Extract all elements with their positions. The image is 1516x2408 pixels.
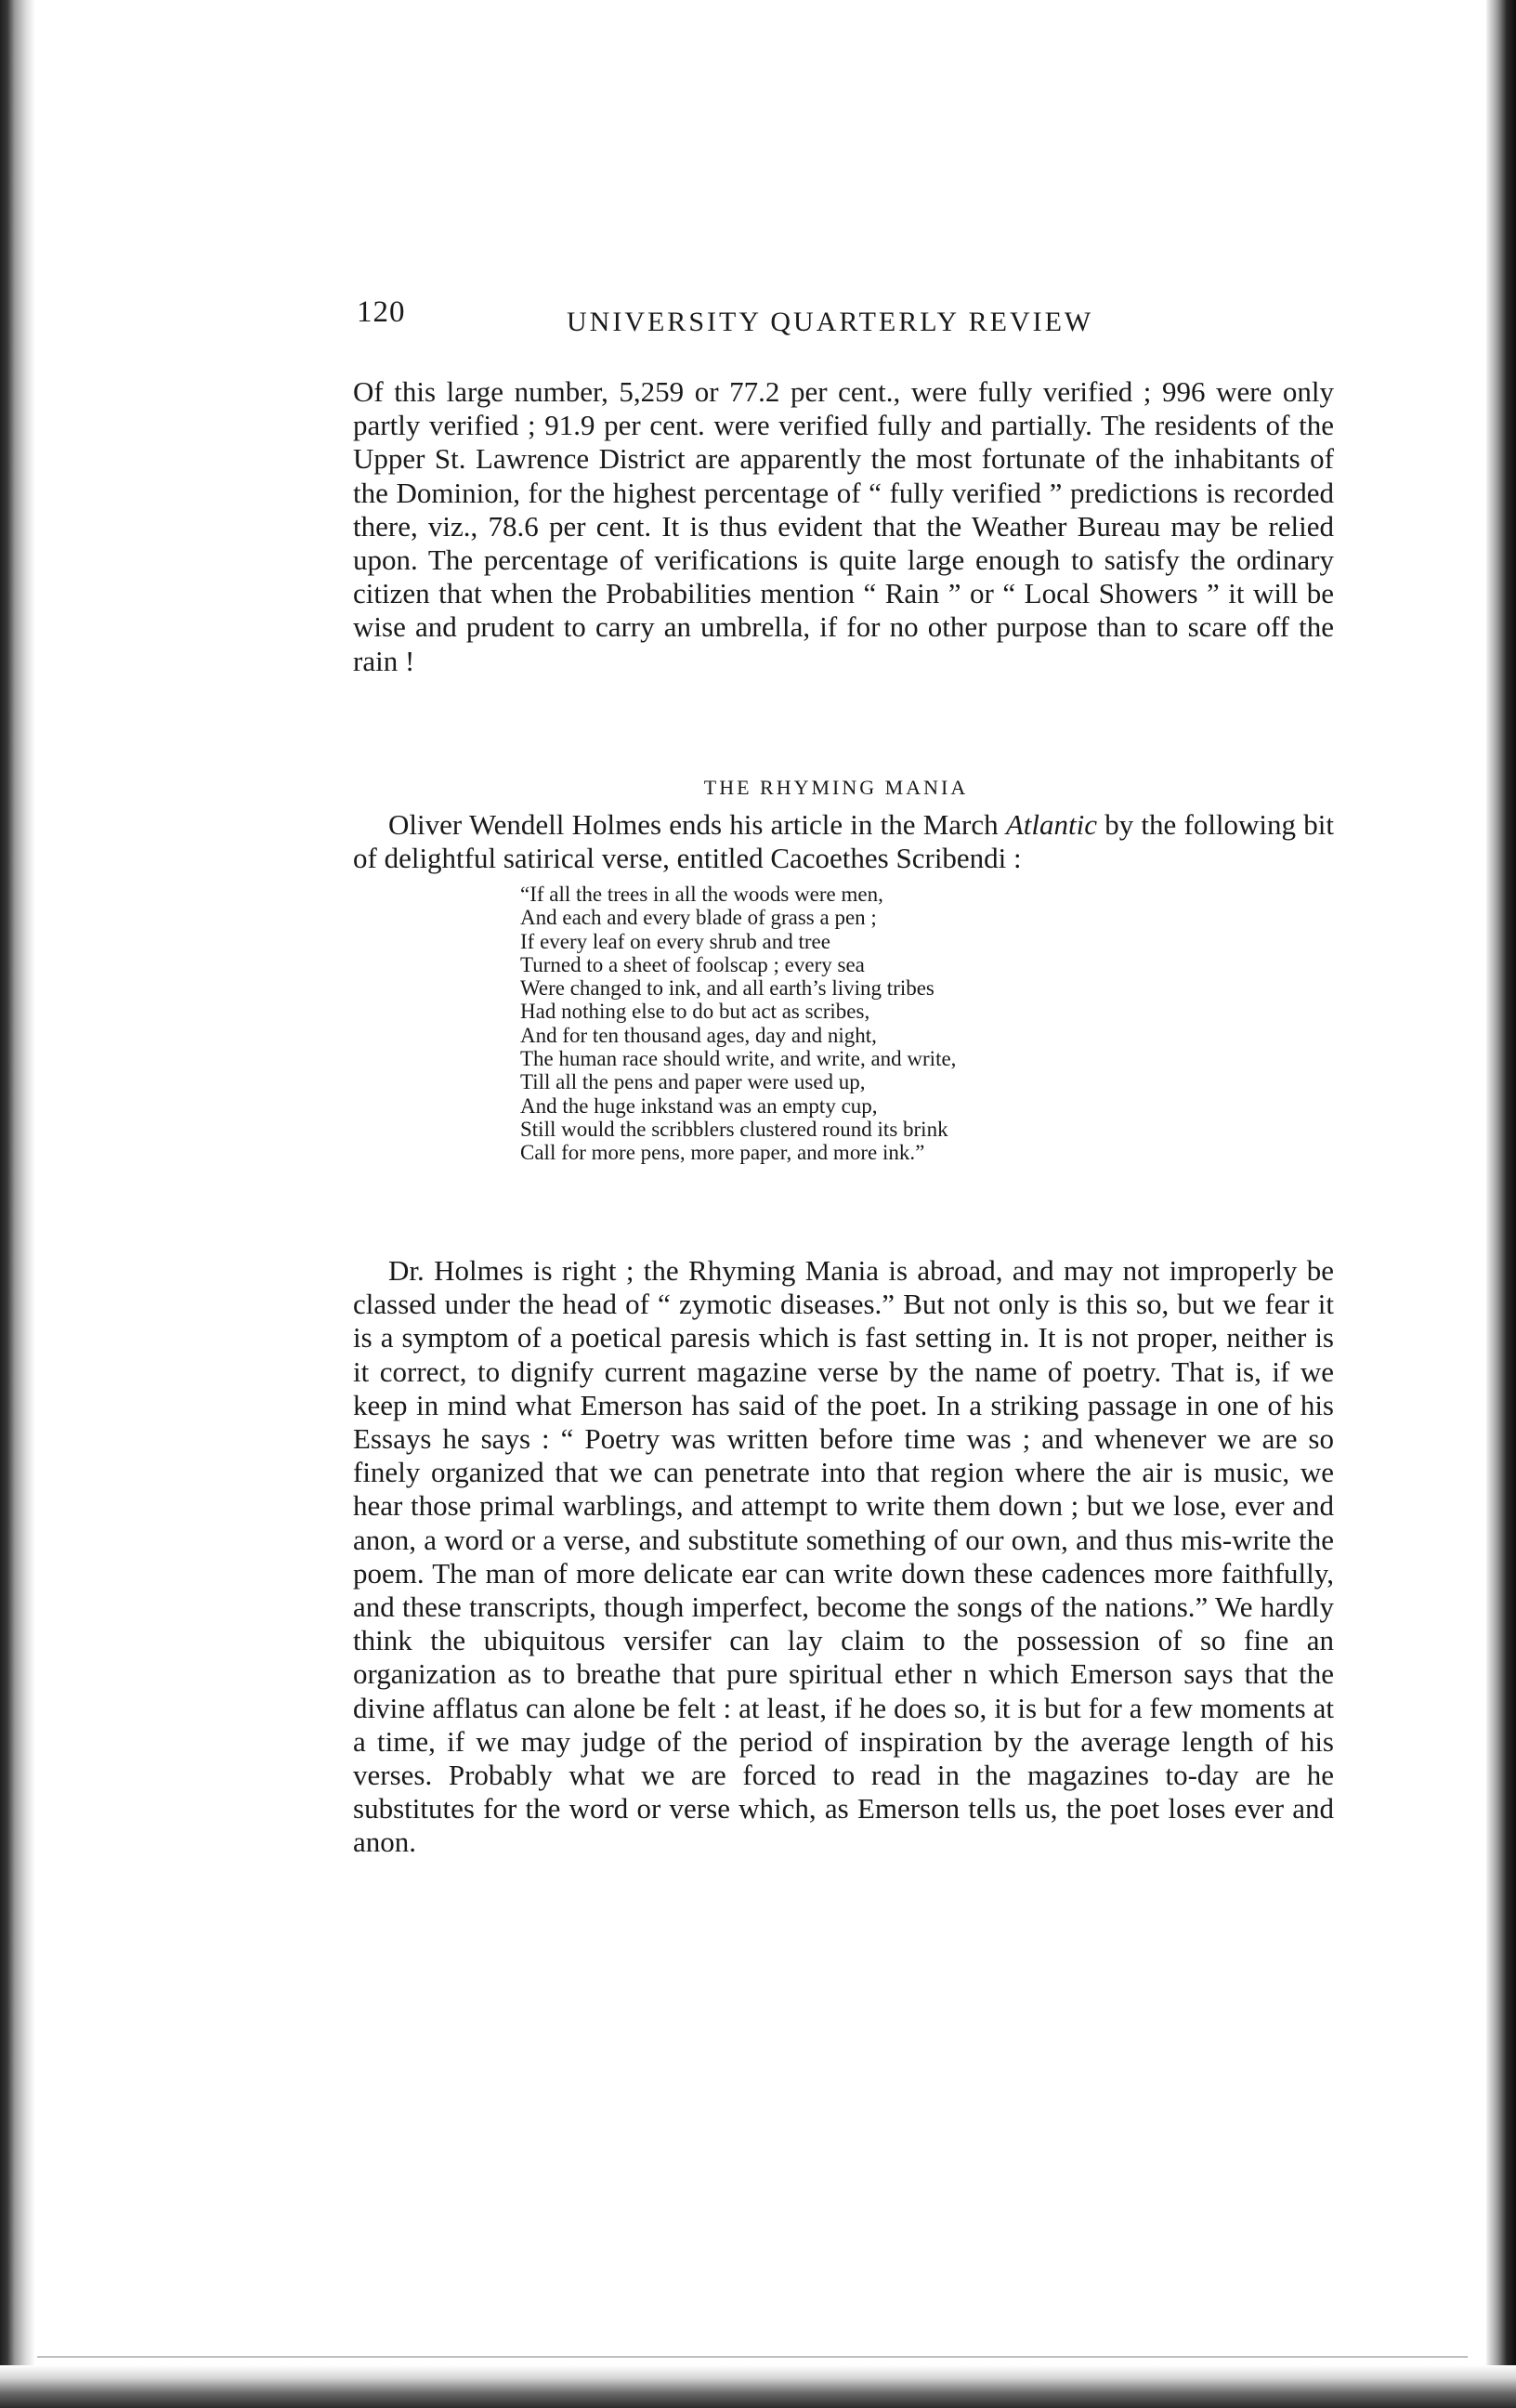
scan-artifact-line bbox=[37, 2356, 1468, 2358]
scan-edge-right bbox=[1486, 0, 1516, 2408]
poem-line: Had nothing else to do but act as scribes, bbox=[520, 1000, 870, 1024]
poem-line: Till all the pens and paper were used up, bbox=[520, 1070, 866, 1094]
poem-line: And for ten thousand ages, day and night, bbox=[520, 1023, 877, 1047]
running-title: UNIVERSITY QUARTERLY REVIEW bbox=[567, 307, 1094, 337]
magazine-title: Atlantic bbox=[1005, 808, 1097, 841]
poem-line: And the huge inkstand was an empty cup, bbox=[520, 1093, 878, 1118]
poem-line: “If all the trees in all the woods were men, bbox=[520, 883, 883, 906]
poem-line: Were changed to ink, and all earth’s living tribes bbox=[520, 976, 934, 1001]
scan-edge-bottom bbox=[0, 2365, 1516, 2408]
section-heading: THE RHYMING MANIA bbox=[703, 776, 969, 799]
poem-line: And each and every blade of grass a pen ; bbox=[520, 906, 877, 930]
intro-text-before: Oliver Wendell Holmes ends his article in the March bbox=[388, 808, 1006, 841]
poem-line: If every leaf on every shrub and tree bbox=[520, 929, 830, 953]
paragraph-holmes-intro bbox=[353, 808, 1334, 875]
poem-cacoethes-scribendi bbox=[520, 883, 1189, 1165]
poem-line: Turned to a sheet of foolscap ; every sea bbox=[520, 952, 865, 976]
poem-line: The human race should write, and write, and write, bbox=[520, 1047, 957, 1071]
poem-line: Call for more pens, more paper, and more ink.” bbox=[520, 1141, 925, 1165]
page-number: 120 bbox=[357, 295, 406, 329]
scan-edge-left bbox=[0, 0, 35, 2408]
page-header bbox=[357, 295, 1291, 351]
paragraph-weather-verification: Of this large number, 5,259 or 77.2 per cent., were fully verified ; 996 were only partly verified ; 91.9 per cent. were verified fully and partially. The residents of the Upper St. Lawrence District are apparently the most fortunate of the inhabitants of the Dominion, for the highest percentage of “ fully verified ” predictions is recorded there, viz., 78.6 per cent. It is thus evident that the Weather Bureau may be relied upon. The percentage of verifications is quite large enough to satisfy the ordinary citizen that when the Probabilities mention “ Rain ” or “ Local Showers ” it will be wise and prudent to carry an umbrella, if for no other purpose than to scare off the rain ! bbox=[353, 375, 1334, 677]
paragraph-rhyming-mania: Dr. Holmes is right ; the Rhyming Mania is abroad, and may not improperly be classed under the head of “ zymotic diseases.” But not only is this so, but we fear it is a symptom of a poetical paresis which is fast setting in. It is not proper, neither is it correct, to dignify current magazine verse by the name of poetry. That is, if we keep in mind what Emerson has said of the poet. In a striking passage in one of his Essays he says : “ Poetry was written before time was ; and whenever we are so finely organized that we can penetrate into that region where the air is music, we hear those primal warblings, and attempt to write them down ; but we lose, ever and anon, a word or a verse, and substitute something of our own, and thus mis-write the poem. The man of more delicate ear can write down these cadences more faithfully, and these transcripts, though imperfect, become the songs of the nations.” We hardly think the ubiquitous versifer can lay claim to the possession of so fine an organization as to breathe that pure spiritual ether n which Emerson says that the divine afflatus can alone be felt : at least, if he does so, it is but for a few moments at a time, if we may judge of the period of inspiration by the average length of his verses. Probably what we are forced to read in the magazines to-day are he substitutes for the word or verse which, as Emerson tells us, the poet loses ever and anon. bbox=[353, 1254, 1334, 1859]
poem-line: Still would the scribblers clustered round its brink bbox=[520, 1117, 948, 1141]
intro-text-after: by the following bit of delightful satirical verse, entitled Cacoethes Scribendi : bbox=[353, 808, 1334, 875]
